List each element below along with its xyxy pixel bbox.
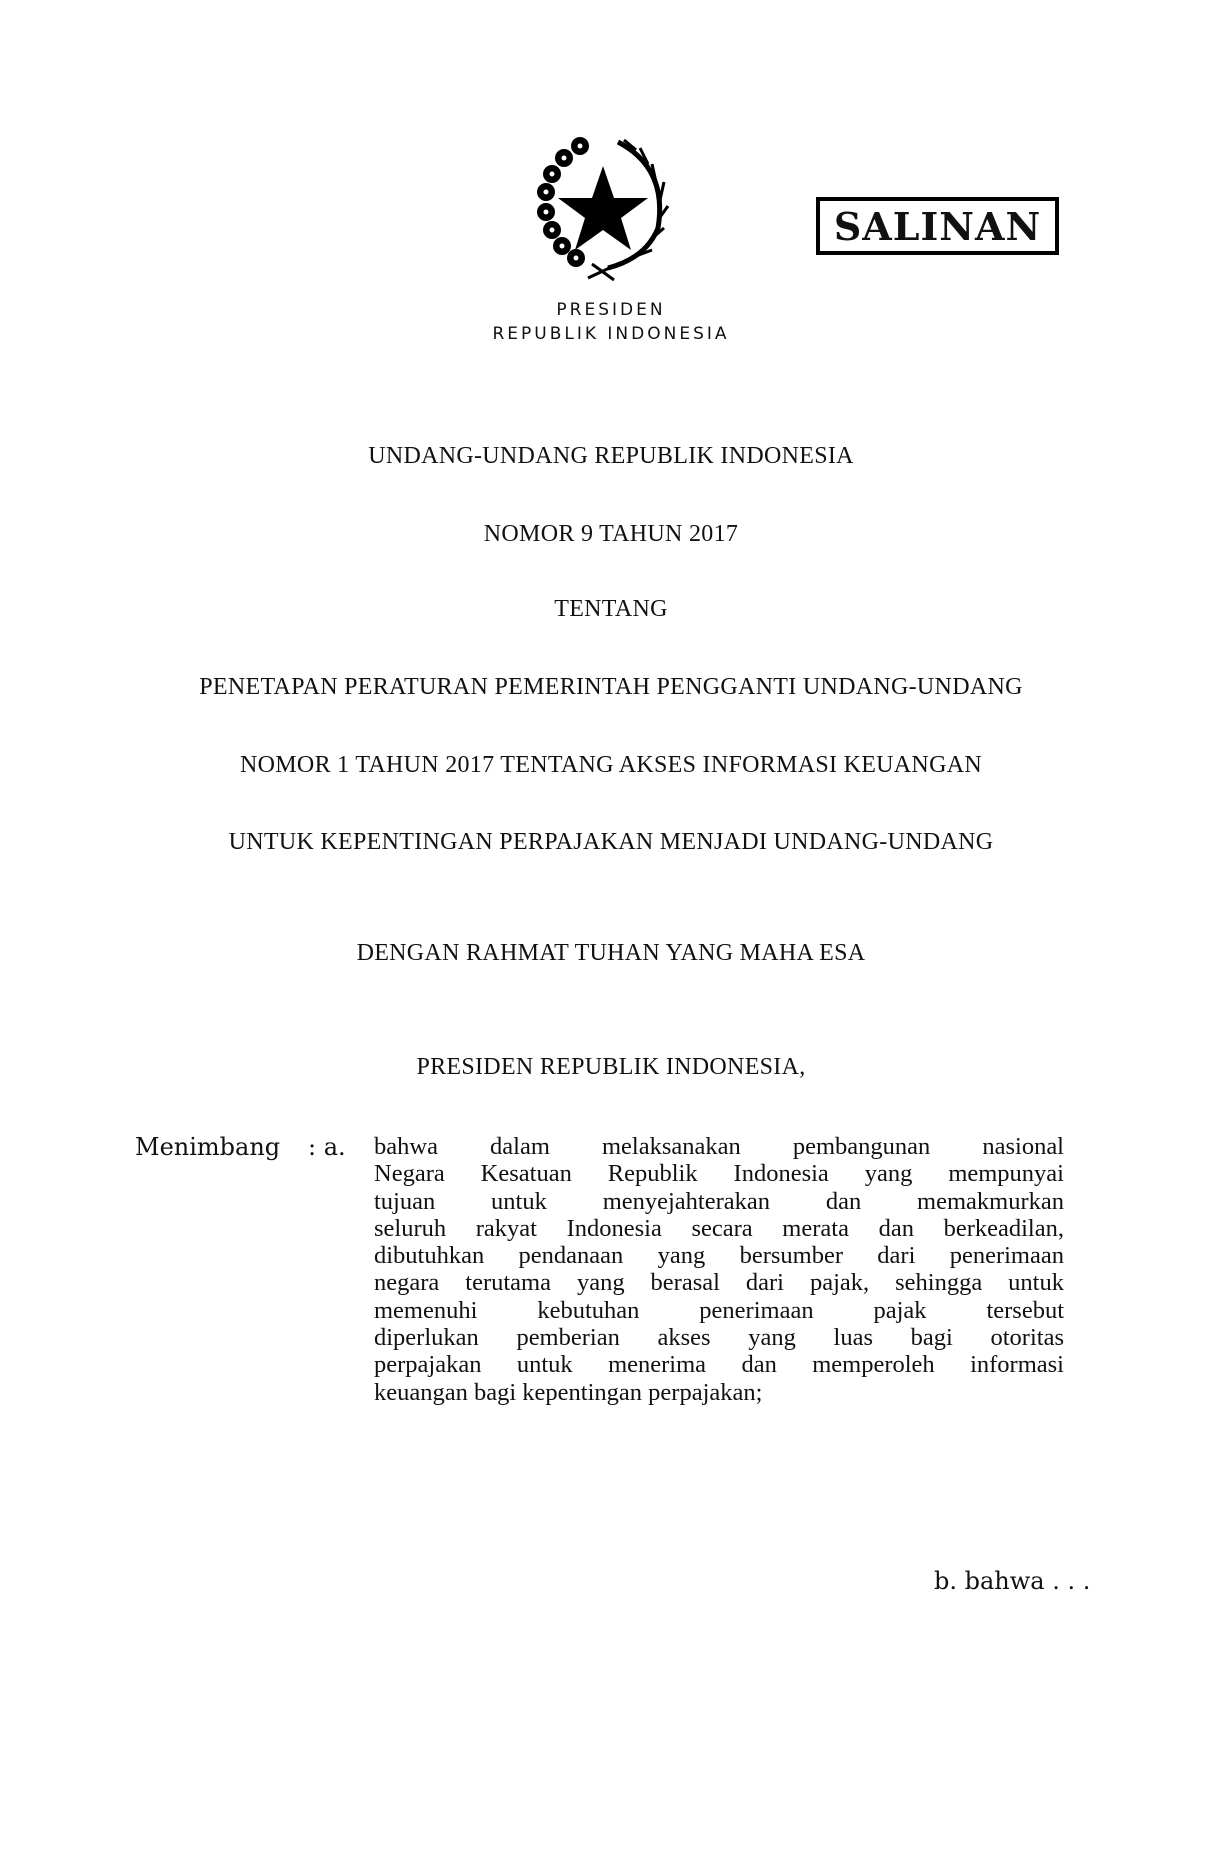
- presidential-emblem-icon: [528, 128, 678, 288]
- paragraph-line: seluruh rakyat Indonesia secara merata dan berkeadilan,: [374, 1214, 1064, 1242]
- paragraph-line: keuangan bagi kepentingan perpajakan;: [374, 1378, 763, 1406]
- law-number: NOMOR 9 TAHUN 2017: [483, 521, 739, 547]
- blessing-line: DENGAN RAHMAT TUHAN YANG MAHA ESA: [356, 940, 866, 966]
- president-line: PRESIDEN REPUBLIK INDONESIA,: [416, 1054, 806, 1080]
- paragraph-line: negara terutama yang berasal dari pajak, sehingga untuk: [374, 1269, 1064, 1297]
- law-subject-line3: UNTUK KEPENTINGAN PERPAJAKAN MENJADI UNDANG-UNDANG: [228, 829, 994, 855]
- office-title-line2: REPUBLIK INDONESIA: [492, 324, 730, 344]
- considering-marker: : a.: [308, 1133, 346, 1161]
- paragraph-line: bahwa dalam melaksanakan pembangunan nasional: [374, 1133, 1064, 1160]
- considering-label: Menimbang: [135, 1133, 281, 1161]
- law-subject-line1: PENETAPAN PERATURAN PEMERINTAH PENGGANTI UNDANG-UNDANG: [199, 674, 1023, 700]
- page-continuation: b. bahwa . . .: [934, 1567, 1091, 1595]
- paragraph-line: dibutuhkan pendanaan yang bersumber dari penerimaan: [374, 1242, 1064, 1270]
- salinan-stamp: SALINAN: [816, 197, 1059, 255]
- law-subject-line2: NOMOR 1 TAHUN 2017 TENTANG AKSES INFORMASI KEUANGAN: [240, 752, 982, 778]
- law-title: UNDANG-UNDANG REPUBLIK INDONESIA: [368, 443, 854, 469]
- office-title-line1: PRESIDEN: [556, 300, 666, 320]
- considering-paragraph-a: [374, 1133, 1064, 1406]
- paragraph-line: memenuhi kebutuhan penerimaan pajak tersebut: [374, 1296, 1064, 1324]
- paragraph-line: tujuan untuk menyejahterakan dan memakmurkan: [374, 1187, 1064, 1215]
- paragraph-line: diperlukan pemberian akses yang luas bagi otoritas: [374, 1324, 1064, 1352]
- law-about: TENTANG: [554, 596, 668, 622]
- paragraph-line: perpajakan untuk menerima dan memperoleh informasi: [374, 1351, 1064, 1379]
- paragraph-line: Negara Kesatuan Republik Indonesia yang mempunyai: [374, 1160, 1064, 1188]
